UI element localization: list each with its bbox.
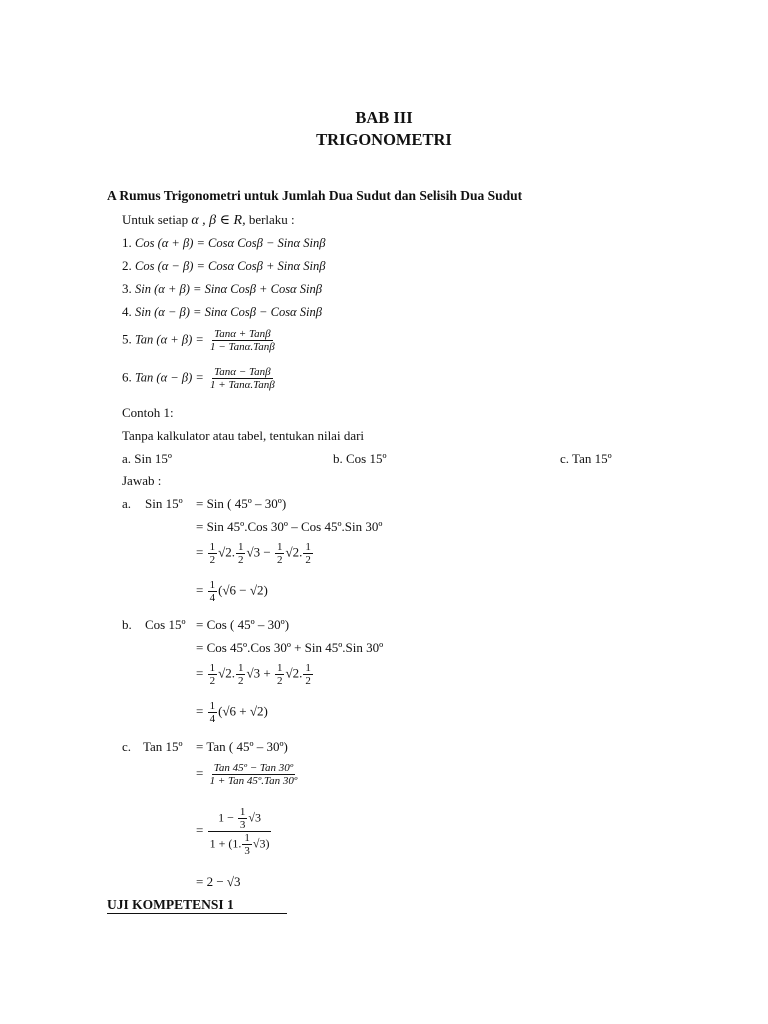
intro-suffix: berlaku : (248, 212, 295, 227)
formula-number: 1. (122, 235, 132, 250)
fraction-numerator: Tanα − Tanβ (214, 366, 271, 378)
fraction-denominator: 2 (209, 675, 216, 688)
answer-b-prefix: b. (122, 617, 132, 632)
fraction-denominator: 2 (276, 554, 283, 567)
formula-1 (122, 235, 325, 251)
formula-number: 2. (122, 258, 132, 273)
fraction-half (236, 662, 246, 687)
denominator-text: 1 + (1. (209, 836, 242, 851)
answer-b-step4 (196, 700, 268, 725)
chapter-subtitle: TRIGONOMETRI (316, 130, 452, 149)
answer-c-lhs: Tan 15º (143, 739, 183, 754)
equals-sign: = (196, 582, 204, 598)
fraction-quarter (208, 700, 218, 725)
heading-underline (107, 913, 287, 914)
radical-expression: (√6 − √2) (218, 582, 268, 598)
formula-number: 3. (122, 281, 132, 296)
answer-c-prefix: c. (122, 739, 132, 754)
fraction-denominator: 1 + Tan 45º.Tan 30º (209, 775, 298, 788)
formula-number: 5. (122, 331, 132, 347)
equals-sign: = (196, 703, 204, 719)
formula-4 (122, 304, 322, 320)
fraction-numerator: 1 (305, 662, 311, 674)
fraction-denominator: 2 (305, 554, 311, 567)
fraction-numerator (208, 806, 271, 832)
example-option-c: c. Tan 15º (560, 451, 612, 466)
fraction-denominator: 3 (239, 819, 246, 832)
answer-b-step2: = Cos 45º.Cos 30º + Sin 45º.Sin 30º (196, 640, 384, 655)
numerator-text: 1 − (218, 810, 234, 825)
fraction-half (208, 541, 218, 566)
answer-a-lhs: Sin 15º (145, 496, 183, 511)
compound-fraction (208, 806, 272, 857)
fraction-numerator: Tanα + Tanβ (214, 328, 271, 340)
fraction-quarter (208, 579, 218, 604)
formula-number: 6. (122, 369, 132, 385)
fraction-half (208, 662, 218, 687)
fraction-denominator: 4 (209, 592, 216, 605)
answer-a-step3: = $\frac{1}{2}$ √2. $\frac{1}{2}$ √3 − $\frac{1}{2}$ √2. $\frac{1}{2}$ (196, 541, 311, 567)
equals-sign: = (196, 544, 204, 560)
example-label: Contoh 1: (122, 405, 174, 420)
fraction-denominator: 3 (244, 845, 250, 858)
formula-expression: Cos (α − β) = Cosα Cosβ + Sinα Sinβ (135, 259, 326, 273)
fraction-denominator: 2 (276, 675, 283, 688)
sqrt-three: √3 (246, 544, 261, 560)
fraction-numerator: 1 (209, 541, 216, 553)
formula-fraction (208, 328, 277, 353)
fraction-numerator: 1 (209, 662, 216, 674)
fraction-numerator: 1 (237, 541, 244, 553)
fraction-denominator: 2 (305, 675, 311, 688)
fraction-denominator: 4 (209, 713, 216, 726)
formula-lhs: Tan (α + β) = (135, 332, 204, 347)
formula-expression: Sin (α + β) = Sinα Cosβ + Cosα Sinβ (135, 282, 322, 296)
formula-2 (122, 258, 325, 274)
answer-b-step1: = Cos ( 45º – 30º) (196, 617, 290, 632)
formula-fraction (208, 366, 277, 391)
fraction-numerator: 1 (305, 541, 311, 553)
fraction-numerator: 1 (209, 700, 216, 712)
fraction-half (236, 541, 246, 566)
equals-sign: = (196, 665, 204, 681)
operator: − (263, 544, 271, 560)
example-option-b: b. Cos 15º (333, 451, 387, 466)
uji-kompetensi-heading: UJI KOMPETENSI 1 (107, 897, 234, 912)
formula-3 (122, 281, 322, 297)
intro-line (122, 212, 295, 230)
fraction-denominator: 1 + Tanα.Tanβ (210, 379, 275, 392)
fraction-denominator: 2 (209, 554, 216, 567)
sqrt-three: √3 (248, 810, 261, 825)
answer-a-step4 (196, 579, 268, 604)
formula-expression: Sin (α − β) = Sinα Cosβ − Cosα Sinβ (135, 305, 322, 319)
fraction-numerator: 1 (209, 579, 216, 591)
answer-a-step1: = Sin ( 45º – 30º) (196, 496, 287, 511)
formula-lhs: Tan (α − β) = (135, 370, 204, 385)
intro-prefix: Untuk setiap (122, 212, 189, 227)
intro-math: α , β ∈ R, (191, 213, 246, 228)
fraction-half (303, 662, 313, 687)
sqrt-two: √2 (218, 665, 232, 681)
section-a-heading: A Rumus Trigonometri untuk Jumlah Dua Sudut dan Selisih Dua Sudut (107, 188, 523, 203)
fraction-numerator: 1 (239, 806, 246, 818)
fraction-half (275, 662, 285, 687)
fraction-numerator: 1 (276, 662, 283, 674)
radical-expression: (√6 + √2) (218, 703, 268, 719)
sqrt-two: √2 (285, 665, 300, 681)
sqrt-two: √2 (218, 544, 232, 560)
operator: + (263, 665, 271, 681)
tan-fraction (208, 762, 300, 787)
answer-b-lhs: Cos 15º (145, 617, 186, 632)
fraction-numerator: Tan 45º − Tan 30º (213, 762, 294, 774)
answer-c-step2 (196, 762, 300, 787)
fraction-denominator: 1 − Tanα.Tanβ (210, 341, 275, 354)
answer-label: Jawab : (122, 473, 162, 488)
fraction-numerator: 1 (244, 832, 250, 845)
answer-c-step3 (196, 806, 272, 857)
equals-sign: = (196, 765, 204, 781)
answer-a-step2: = Sin 45º.Cos 30º – Cos 45º.Sin 30º (196, 519, 383, 534)
formula-6 (122, 366, 278, 391)
chapter-title: BAB III (355, 108, 413, 127)
answer-c-step1: = Tan ( 45º – 30º) (196, 739, 288, 754)
formula-5 (122, 328, 278, 353)
sqrt-two: √2 (285, 544, 300, 560)
fraction-third (242, 832, 252, 857)
fraction-half (303, 541, 313, 566)
sqrt-three: √3) (252, 836, 270, 851)
sqrt-three: √3 (246, 665, 261, 681)
fraction-denominator (208, 832, 272, 857)
fraction-numerator: 1 (237, 662, 244, 674)
fraction-third (238, 806, 248, 831)
formula-number: 4. (122, 304, 132, 319)
example-question: Tanpa kalkulator atau tabel, tentukan nilai dari (122, 428, 365, 443)
equals-sign: = (196, 822, 204, 838)
fraction-half (275, 541, 285, 566)
answer-b-step3: = $\frac{1}{2}$ √2. $\frac{1}{2}$ √3 + $\frac{1}{2}$ √2. $\frac{1}{2}$ (196, 662, 311, 688)
answer-a-prefix: a. (122, 496, 132, 511)
formula-expression: Cos (α + β) = Cosα Cosβ − Sinα Sinβ (135, 236, 326, 250)
fraction-denominator: 2 (237, 675, 244, 688)
fraction-numerator: 1 (276, 541, 283, 553)
answer-c-step4: = 2 − √3 (196, 874, 241, 889)
fraction-denominator: 2 (237, 554, 244, 567)
example-option-a: a. Sin 15º (122, 451, 172, 466)
